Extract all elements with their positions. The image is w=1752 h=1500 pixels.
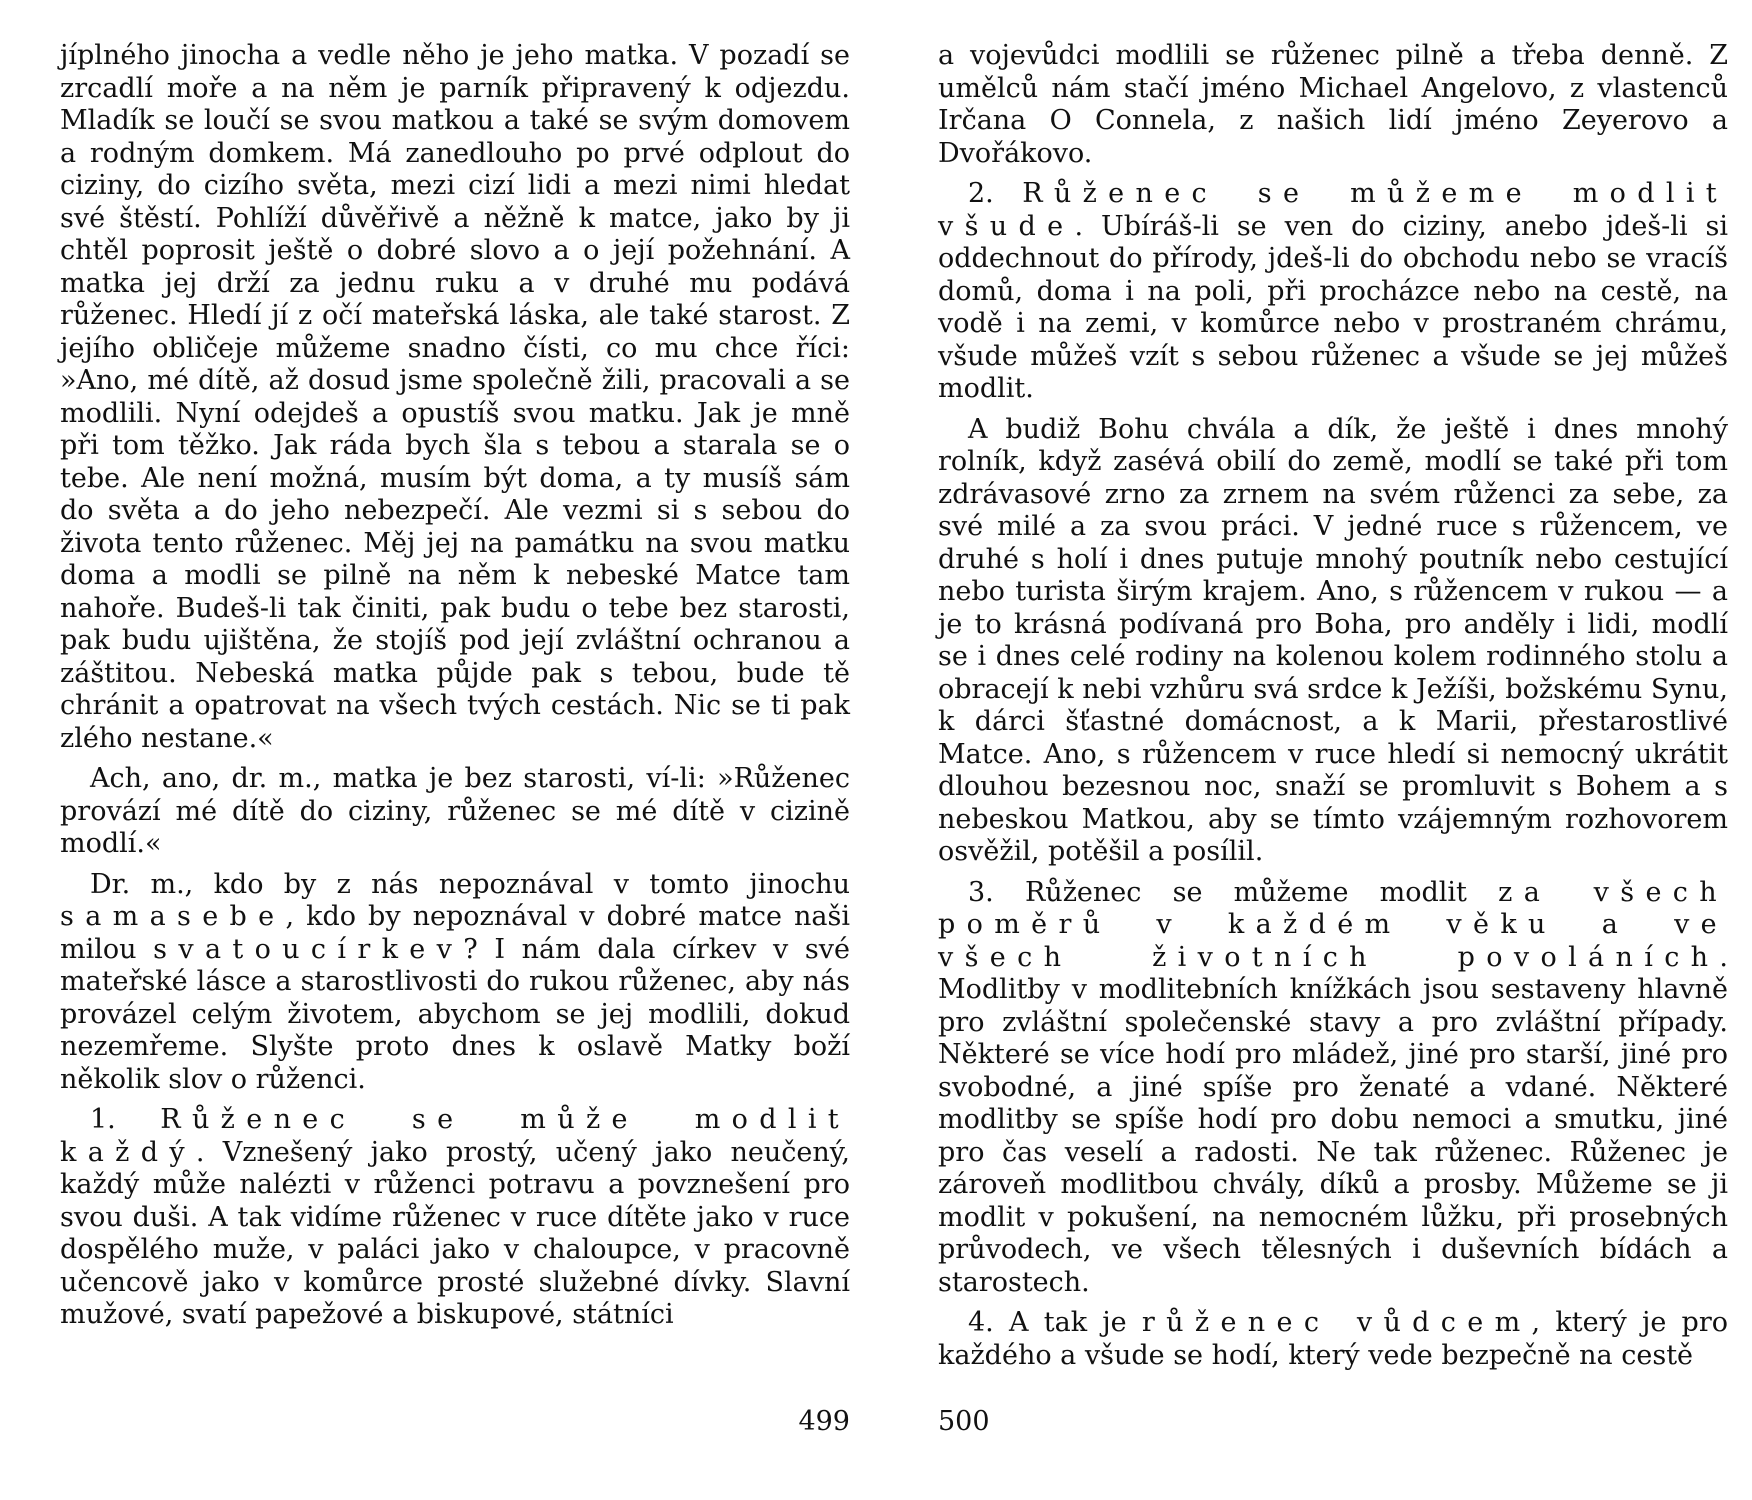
right-paragraph-4-part-1: 3. Růženec se můžeme modlit bbox=[968, 876, 1499, 908]
left-paragraph-4 bbox=[60, 1104, 850, 1332]
left-page-text bbox=[60, 40, 850, 1332]
left-paragraph-4-spaced-1: Růženec se může modlit každý bbox=[60, 1104, 851, 1168]
left-paragraph-2: Ach, ano, dr. m., matka je bez starosti, ví-li: »Růženec provází mé dítě do ciziny, růženec se mé dítě v cizině modlí.« bbox=[60, 763, 850, 859]
left-paragraph-3-part-2: , kdo by nepoznával v dobré matce naši milou bbox=[60, 901, 850, 965]
right-paragraph-5-spaced-1: růženec vůdcem bbox=[1141, 1307, 1532, 1338]
left-paragraph-3-spaced-1: samasebe bbox=[60, 901, 286, 932]
right-paragraph-1: a vojevůdci modlili se růženec pilně a třeba denně. Z umělců nám stačí jméno Michael Angelovo, z vlastenců Irčana O Connela, z našich lidí jméno Zeyerovo a Dvořákovo. bbox=[938, 40, 1728, 169]
right-paragraph-5-part-2: , který je pro každého a všude se hodí, který vede bezpečně na cestě bbox=[938, 1307, 1728, 1371]
right-paragraph-2 bbox=[938, 178, 1728, 406]
right-paragraph-3: A budiž Bohu chvála a dík, že ještě i dnes mnohý rolník, když zasévá obilí do země, modlí se také při tom zdrávasové zrno za zrnem na svém růženci za sebe, za své milé a za svou práci. V jedné ruce s růžencem, ve druhé s holí i dnes putuje mnohý poutník nebo cestující nebo turista širým krajem. Ano, s růžencem v rukou — a je to krásná podívaná pro Boha, pro anděly i lidi, modlí se i dnes celé rodiny na kolenou kolem rodinného stolu a obracejí k nebi vzhůru svá srdce k Ježíši, božskému Synu, k dárci šťastné domácnost, a k Marii, přestarostlivé Matce. Ano, s růžencem v ruce hledí si nemocný ukrátit dlouhou bezesnou noc, snaží se promluvit s Bohem a s nebeskou Matkou, aby se tímto vzájemným rozhovorem osvěžil, potěšil a posílil. bbox=[938, 413, 1728, 867]
left-paragraph-3 bbox=[60, 869, 850, 1097]
left-paragraph-4-part-2: . Vznešený jako prostý, učený jako neučený, každý může nalézti v růženci potravu a povznešení pro svou duši. A tak vidíme růženec v ruce dítěte jako v ruce dospělého muže, v paláci jako v chaloupce, v pracovně učencově jako v komůrce prosté služebné dívky. Slavní mužové, svatí papežové a biskupové, státníci bbox=[60, 1136, 850, 1330]
left-page bbox=[60, 40, 850, 1460]
right-page-text bbox=[938, 40, 1728, 1372]
right-paragraph-2-part-1: 2. bbox=[968, 178, 1023, 209]
left-paragraph-3-part-1: Dr. m., kdo by z nás nepoznával v tomto jinochu bbox=[90, 868, 850, 900]
right-paragraph-4 bbox=[938, 877, 1728, 1300]
right-paragraph-2-part-2: . Ubíráš-li se ven do ciziny, anebo jdeš-li si oddechnout do přírody, jdeš-li do obchodu nebo se vracíš domů, doma i na poli, při procházce nebo na cestě, na vodě i na zemi, v komůrce nebo v prostraném chrámu, všude můžeš vzít s sebou růženec a všude se jej můžeš modlit. bbox=[938, 210, 1728, 404]
right-paragraph-5-part-1: 4. A tak je bbox=[968, 1307, 1142, 1338]
left-paragraph-3-part-3: ? I nám dala církev v své mateřské lásce a starostlivosti do rukou růženec, aby nás provázel celým životem, abychom se jej modlili, dokud nezemřeme. Slyšte proto dnes k oslavě Matky boží několik slov o růženci. bbox=[60, 933, 851, 1095]
right-paragraph-2-spaced-1: Růženec se můžeme modlit všude bbox=[938, 178, 1729, 242]
left-paragraph-1: jíplného jinocha a vedle něho je jeho matka. V pozadí se zrcadlí moře a na něm je parník připravený k odjezdu. Mladík se loučí se svou matkou a také se svým domovem a rodným domkem. Má zanedlouho po prvé odplout do ciziny, do cizího světa, mezi cizí lidi a mezi nimi hledat své štěstí. Pohlíží důvěřivě a něžně k matce, jako by ji chtěl poprosit ještě o dobré slovo a o její požehnání. A matka jej drží za jednu ruku a v druhé mu podává růženec. Hledí jí z očí mateřská láska, ale také starost. Z jejího obličeje můžeme snadno čísti, co mu chce říci: »Ano, mé dítě, až dosud jsme společně žili, pracovali a se modlili. Nyní odejdeš a opustíš svou matku. Jak je mně při tom těžko. Jak ráda bych šla s tebou a starala se o tebe. Ale není možná, musím být doma, a ty musíš sám do světa a do jeho nebezpečí. Ale vezmi si s sebou do života tento růženec. Měj jej na památku na svou matku doma a modli se pilně na něm k nebeské Matce tam nahoře. Budeš-li tak činiti, pak budu o tebe bez starosti, pak budu ujištěna, že stojíš pod její zvláštní ochranou a záštitou. Nebeská matka půjde pak s tebou, bude tě chránit a opatrovat na všech tvých cestách. Nic se ti pak zlého nestane.« bbox=[60, 40, 850, 754]
left-page-number: 499 bbox=[798, 1406, 850, 1437]
right-paragraph-4-part-2: . Modlitby v modlitebních knížkách jsou sestaveny hlavně pro zvláštní společenské stavy a pro zvláštní případy. Některé se více hodí pro mládež, jiné pro starší, jiné pro svobodné, a jiné spíše pro ženaté a vdané. Některé modlitby se spíše hodí pro dobu nemoci a smutku, jiné pro čas veselí a radosti. Ne tak růženec. Růženec je zároveň modlitbou chvály, díků a prosby. Můžeme se ji modlit v pokušení, na nemocném lůžku, při prosebných průvodech, ve všech tělesných i duševních bídách a starostech. bbox=[938, 941, 1728, 1298]
right-paragraph-5 bbox=[938, 1307, 1728, 1372]
left-paragraph-3-spaced-2: svatoucírkev bbox=[153, 933, 464, 965]
right-page bbox=[938, 40, 1728, 1460]
left-paragraph-4-part-1: 1. bbox=[90, 1104, 161, 1135]
right-page-number: 500 bbox=[938, 1406, 990, 1437]
right-paragraph-4-spaced-1: za všech poměrů v každém věku a ve všech životních povoláních bbox=[938, 876, 1728, 973]
